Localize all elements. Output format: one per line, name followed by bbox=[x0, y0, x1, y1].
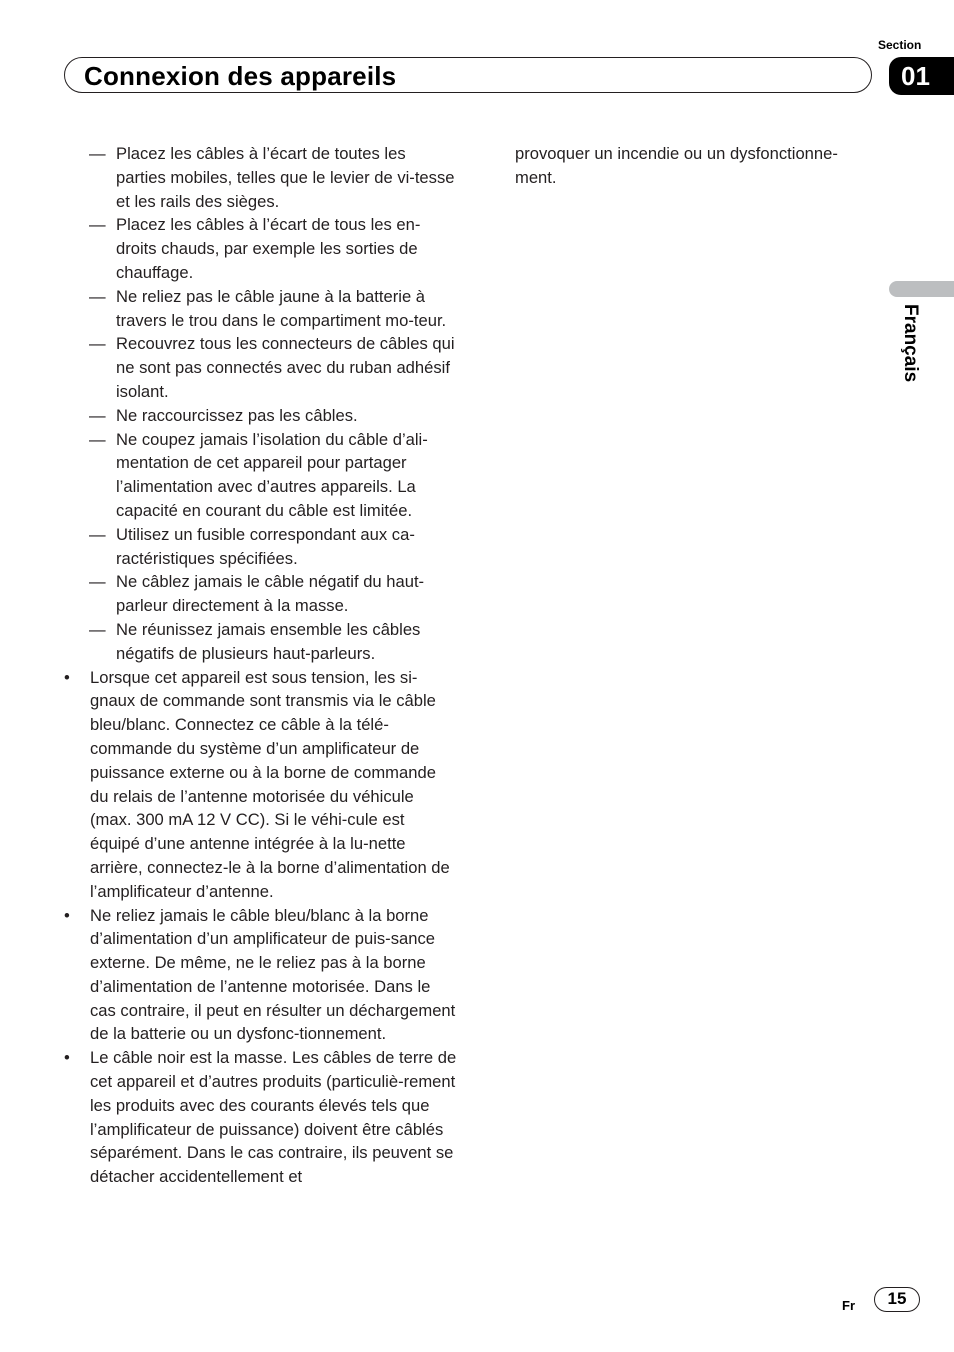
right-column bbox=[515, 142, 875, 190]
dash-item bbox=[62, 618, 458, 666]
bullet-mark: • bbox=[64, 905, 70, 925]
dash-item bbox=[62, 285, 458, 333]
dash-item bbox=[62, 570, 458, 618]
language-label: Français bbox=[900, 304, 921, 383]
language-tab bbox=[889, 281, 954, 297]
dash-mark: — bbox=[89, 286, 106, 306]
left-column bbox=[62, 142, 458, 1189]
bullet-mark: • bbox=[64, 667, 70, 687]
dash-mark: — bbox=[89, 619, 106, 639]
dash-item bbox=[62, 404, 458, 428]
dash-item-text: Placez les câbles à l’écart de tous les en-droits chauds, par exemple les sorties de chauffage. bbox=[116, 215, 421, 282]
dash-mark: — bbox=[89, 334, 106, 354]
dash-mark: — bbox=[89, 405, 106, 425]
bullet-item-text: Lorsque cet appareil est sous tension, les si-gnaux de commande sont transmis via le câble bleu/blanc. Connectez ce câble à la télé-commande du système d’un amplificateur de puissance externe ou à la borne de commande du relais de l’antenne motorisée du véhicule (max. 300 mA 12 V CC). Si le véhi-cule est équipé d’une antenne intégrée à la lu-nette arrière, connectez-le à la borne d’alimentation de l’amplificateur d’antenne. bbox=[90, 667, 450, 901]
dash-mark: — bbox=[89, 429, 106, 449]
dash-mark: — bbox=[89, 215, 106, 235]
page-number: 15 bbox=[874, 1287, 920, 1312]
bullet-item-text: Ne reliez jamais le câble bleu/blanc à la borne d’alimentation d’un amplificateur de puis-sance externe. De même, ne le reliez pas à la borne d’alimentation de l’antenne motorisée. Dans le cas contraire, il peut en résulter un déchargement de la batterie ou un dysfonc-tionnement. bbox=[90, 905, 456, 1044]
section-number-badge: 01 bbox=[889, 57, 954, 95]
dash-item bbox=[62, 523, 458, 571]
bullet-item bbox=[62, 666, 458, 904]
bullet-mark: • bbox=[64, 1048, 70, 1068]
section-label: Section bbox=[878, 38, 922, 52]
bullet-item bbox=[62, 904, 458, 1047]
dash-item bbox=[62, 142, 458, 213]
dash-mark: — bbox=[89, 144, 106, 163]
footer-language-code: Fr bbox=[842, 1298, 855, 1313]
dash-item-text: Utilisez un fusible correspondant aux ca-ractéristiques spécifiées. bbox=[116, 524, 415, 568]
dash-item bbox=[62, 332, 458, 403]
bullet-item-text: Le câble noir est la masse. Les câbles de terre de cet appareil et d’autres produits (particuliè-rement les produits avec des courants élevés tels que l’amplificateur de puissance) doivent être câblés séparément. Dans le cas contraire, ils peuvent se détacher accidentellement et bbox=[90, 1048, 457, 1187]
dash-item-text: Recouvrez tous les connecteurs de câbles qui ne sont pas connectés avec du ruban adhésif isolant. bbox=[116, 334, 455, 401]
dash-item-text: Ne raccourcissez pas les câbles. bbox=[116, 405, 358, 425]
dash-item-text: Ne reliez pas le câble jaune à la batterie à travers le trou dans le compartiment mo-teur. bbox=[116, 286, 447, 330]
dash-mark: — bbox=[89, 524, 106, 544]
bullet-item bbox=[62, 1046, 458, 1189]
dash-item bbox=[62, 213, 458, 284]
dash-mark: — bbox=[89, 572, 106, 592]
dash-item bbox=[62, 428, 458, 523]
continued-paragraph: provoquer un incendie ou un dysfonctionne-ment. bbox=[515, 144, 838, 187]
dash-item-text: Ne coupez jamais l’isolation du câble d’ali-mentation de cet appareil pour partager l’alimentation avec d’autres appareils. La capacité en courant du câble est limitée. bbox=[116, 429, 428, 520]
dash-item-text: Ne câblez jamais le câble négatif du haut-parleur directement à la masse. bbox=[116, 572, 425, 616]
dash-item-text: Ne réunissez jamais ensemble les câbles négatifs de plusieurs haut-parleurs. bbox=[116, 619, 421, 663]
dash-item-text: Placez les câbles à l’écart de toutes les parties mobiles, telles que le levier de vi-tesse et les rails des sièges. bbox=[116, 144, 455, 211]
page-title: Connexion des appareils bbox=[84, 61, 397, 91]
